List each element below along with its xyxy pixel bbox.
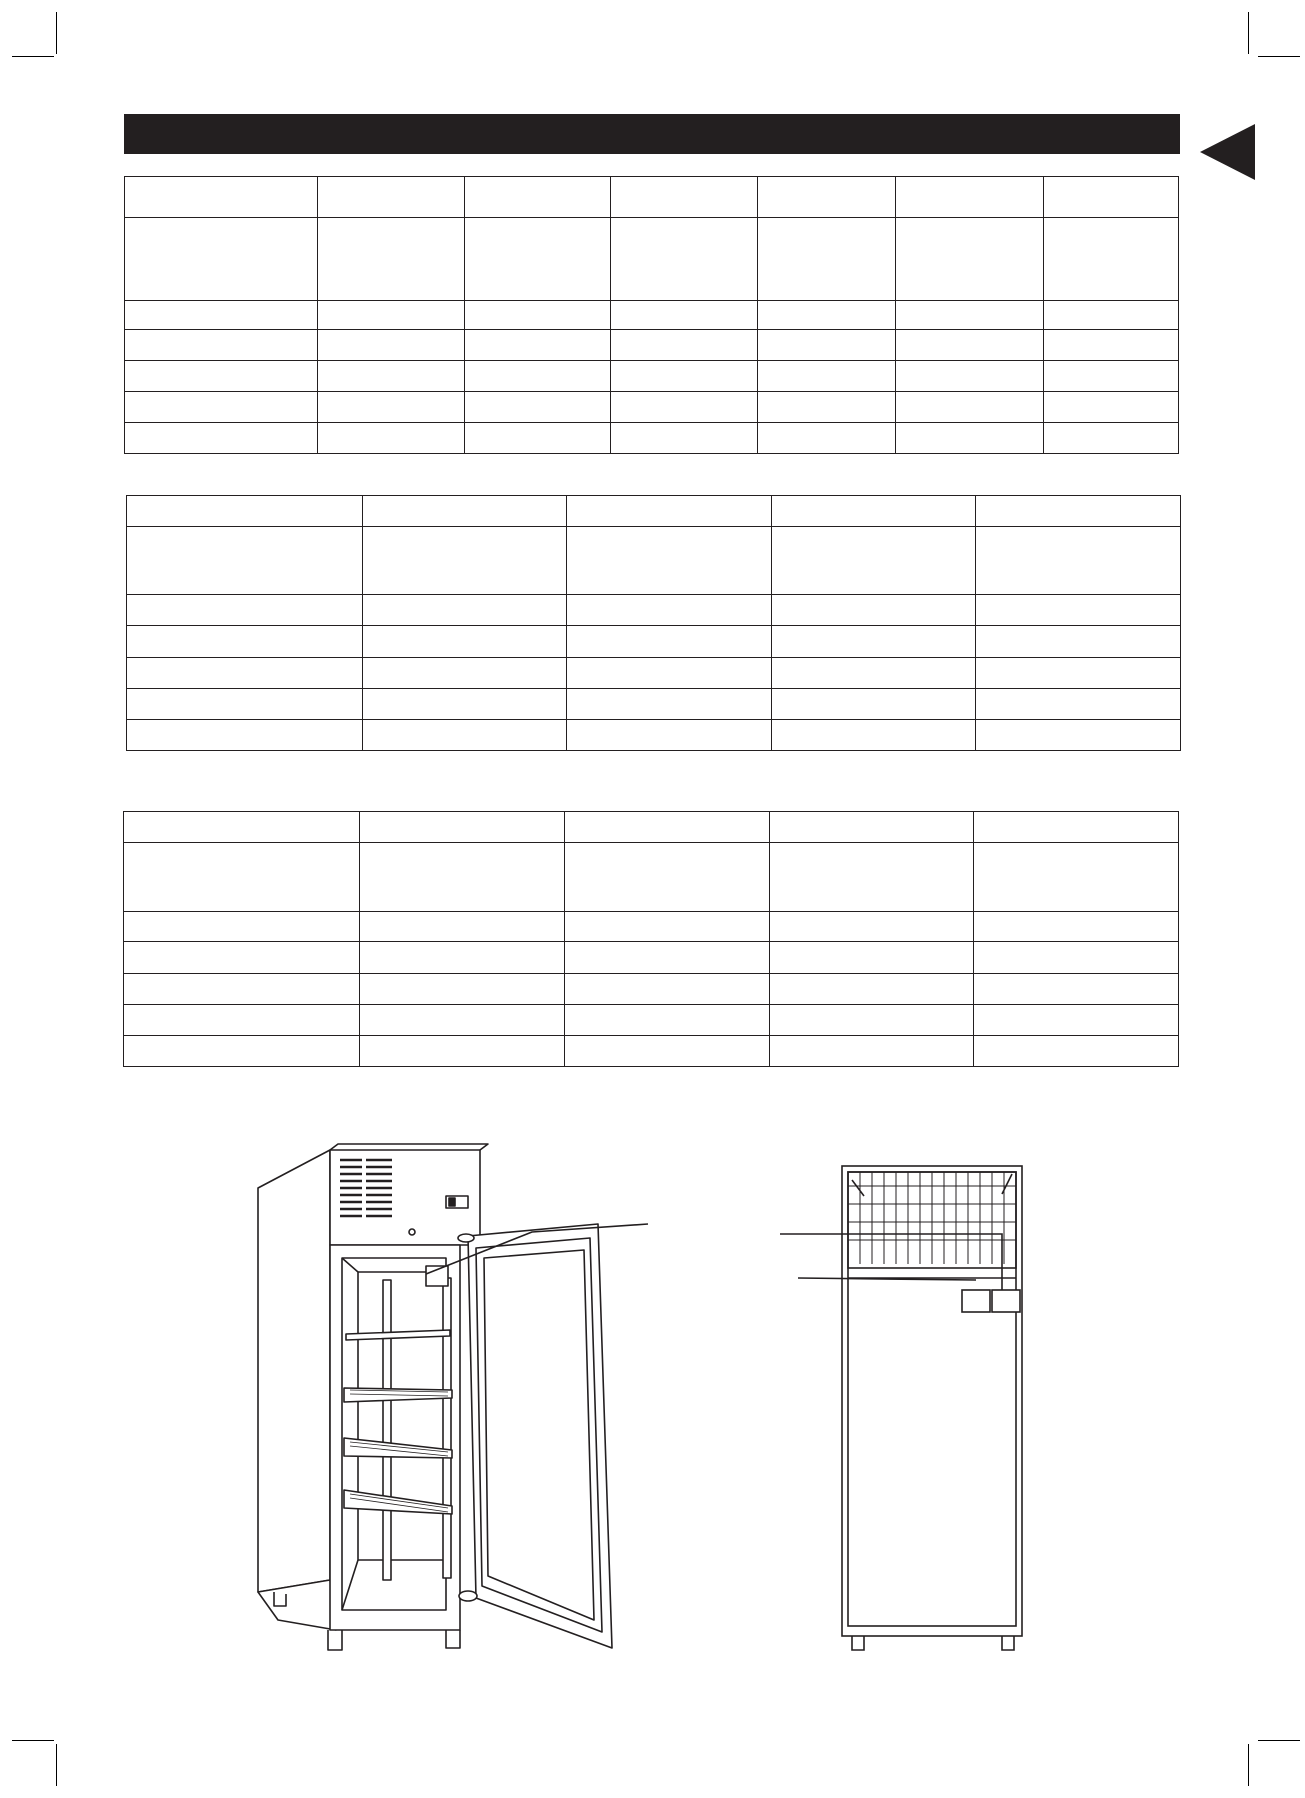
table3-cell <box>565 1035 770 1066</box>
table3-cell <box>565 843 770 912</box>
table1-cell <box>318 392 465 423</box>
table1-cell <box>1044 177 1179 218</box>
table1-cell <box>465 177 611 218</box>
table1-cell <box>611 423 758 454</box>
table2-cell <box>567 626 772 657</box>
table2-cell <box>772 626 976 657</box>
table1-cell <box>1044 423 1179 454</box>
table3-cell <box>770 843 974 912</box>
table1-cell <box>758 330 896 361</box>
table3-cell <box>360 942 565 973</box>
table1-cell <box>465 361 611 392</box>
table1-cell <box>611 177 758 218</box>
table3-cell <box>124 1004 360 1035</box>
table1-cell <box>125 218 318 301</box>
crop-mark-bottom-right-v <box>1248 1744 1249 1786</box>
table3-cell <box>770 812 974 843</box>
table2-cell <box>567 688 772 719</box>
table1-cell <box>465 218 611 301</box>
table2-cell <box>127 719 363 750</box>
table3-cell <box>974 973 1179 1004</box>
table2-cell <box>127 626 363 657</box>
table1-cell <box>758 392 896 423</box>
table1-cell <box>896 218 1044 301</box>
table3-cell <box>974 1004 1179 1035</box>
table2-cell <box>363 719 567 750</box>
table2-cell <box>976 595 1181 626</box>
table2-cell <box>363 496 567 527</box>
table3-cell <box>124 1035 360 1066</box>
crop-mark-bottom-right-h <box>1258 1740 1300 1741</box>
table1-cell <box>611 330 758 361</box>
table1-cell <box>125 361 318 392</box>
table1-cell <box>465 423 611 454</box>
table1-cell <box>758 177 896 218</box>
crop-mark-bottom-left-v <box>56 1744 57 1786</box>
table3-cell <box>565 912 770 942</box>
table3-cell <box>360 812 565 843</box>
table3-cell <box>974 1035 1179 1066</box>
table3-cell <box>974 843 1179 912</box>
table1-cell <box>611 218 758 301</box>
table3-cell <box>565 942 770 973</box>
table3-cell <box>770 912 974 942</box>
table2-cell <box>567 496 772 527</box>
crop-mark-top-right-v <box>1248 12 1249 54</box>
table2-cell <box>127 527 363 595</box>
table2-cell <box>976 496 1181 527</box>
table1-cell <box>125 392 318 423</box>
section-header-bar <box>124 114 1180 154</box>
table2-cell <box>976 657 1181 688</box>
table3-cell <box>770 973 974 1004</box>
table1-cell <box>1044 361 1179 392</box>
table3-cell <box>565 1004 770 1035</box>
table1-cell <box>125 177 318 218</box>
table3-cell <box>124 912 360 942</box>
table2-cell <box>772 719 976 750</box>
table1-cell <box>125 330 318 361</box>
spec-table-3 <box>123 811 1179 1067</box>
table3-cell <box>974 912 1179 942</box>
table3-cell <box>124 973 360 1004</box>
table1-cell <box>318 301 465 330</box>
table2-cell <box>567 719 772 750</box>
table1-cell <box>758 361 896 392</box>
table1-cell <box>1044 330 1179 361</box>
table3-cell <box>124 942 360 973</box>
table3-cell <box>974 812 1179 843</box>
table3-cell <box>770 942 974 973</box>
table3-cell <box>360 973 565 1004</box>
crop-mark-bottom-left-h <box>12 1740 54 1741</box>
table1-cell <box>611 301 758 330</box>
table2-cell <box>567 527 772 595</box>
table1-cell <box>1044 301 1179 330</box>
spec-table-1 <box>124 176 1179 454</box>
table1-cell <box>465 301 611 330</box>
table1-cell <box>125 423 318 454</box>
table1-cell <box>465 330 611 361</box>
table1-cell <box>1044 392 1179 423</box>
table3-cell <box>565 812 770 843</box>
table2-cell <box>976 688 1181 719</box>
table3-cell <box>124 812 360 843</box>
table1-cell <box>896 361 1044 392</box>
table2-cell <box>363 527 567 595</box>
table1-cell <box>318 177 465 218</box>
table2-cell <box>127 688 363 719</box>
table3-cell <box>974 942 1179 973</box>
table2-cell <box>363 595 567 626</box>
table1-cell <box>896 301 1044 330</box>
table2-cell <box>127 657 363 688</box>
table1-cell <box>1044 218 1179 301</box>
table2-cell <box>127 595 363 626</box>
table2-cell <box>127 496 363 527</box>
table3-cell <box>360 843 565 912</box>
table2-cell <box>772 595 976 626</box>
table2-cell <box>976 719 1181 750</box>
table2-cell <box>772 688 976 719</box>
table1-cell <box>896 423 1044 454</box>
table1-cell <box>896 330 1044 361</box>
refrigerator-open-door-icon <box>240 1140 680 1660</box>
triangle-left-icon <box>1200 124 1255 180</box>
refrigerator-rear-view-icon <box>780 1160 1040 1660</box>
table1-cell <box>896 177 1044 218</box>
crop-mark-top-left-v <box>56 12 57 54</box>
table1-cell <box>611 392 758 423</box>
table2-cell <box>363 688 567 719</box>
table3-cell <box>770 1004 974 1035</box>
table2-cell <box>976 527 1181 595</box>
table3-cell <box>770 1035 974 1066</box>
table2-cell <box>567 595 772 626</box>
table2-cell <box>363 657 567 688</box>
table2-cell <box>363 626 567 657</box>
table1-cell <box>758 218 896 301</box>
table3-cell <box>360 912 565 942</box>
crop-mark-top-right-h <box>1258 56 1300 57</box>
table1-cell <box>611 361 758 392</box>
table3-cell <box>360 1004 565 1035</box>
table1-cell <box>318 218 465 301</box>
table3-cell <box>124 843 360 912</box>
table1-cell <box>125 301 318 330</box>
spec-table-2 <box>126 495 1181 751</box>
table1-cell <box>758 423 896 454</box>
table1-cell <box>465 392 611 423</box>
table1-cell <box>318 423 465 454</box>
table1-cell <box>318 330 465 361</box>
table2-cell <box>772 496 976 527</box>
table3-cell <box>565 973 770 1004</box>
table1-cell <box>758 301 896 330</box>
table3-cell <box>360 1035 565 1066</box>
crop-mark-top-left-h <box>12 56 54 57</box>
table1-cell <box>896 392 1044 423</box>
table2-cell <box>772 657 976 688</box>
table1-cell <box>318 361 465 392</box>
table2-cell <box>772 527 976 595</box>
table2-cell <box>976 626 1181 657</box>
table2-cell <box>567 657 772 688</box>
